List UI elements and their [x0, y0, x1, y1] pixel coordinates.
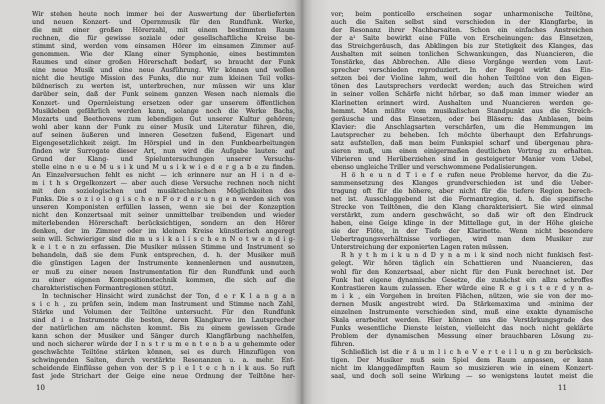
text-line: saal, und doch soll seine Wirkung — so wenigstens lautet meist die: [331, 372, 593, 381]
text-line: sieren muß, um einen einigermaßen deutlichen Vortrag zu erhalten.: [331, 146, 593, 155]
text-line: stimmt sind, werden vom einsamen Hörer im einsamen Zimmer auf-: [32, 42, 295, 51]
text-line: sammensetzung des Klanges grundverschieden ist und die Ueber-: [331, 178, 593, 187]
text-line: sind d i e Instrumente die besten, deren Klangkurve im Lautsprecher: [32, 315, 295, 324]
page-left-text-column: [32, 10, 295, 380]
text-line: tönen des Lautsprechers verdeckt werden; auch das Streichen wird: [331, 82, 593, 91]
text-line: nicht im klanggedämpften Raum so musizieren wie in einem Konzert-: [331, 364, 593, 373]
text-line: Wir stehen heute noch immer bei der Auswertung der überlieferten: [32, 10, 295, 18]
text-line: hemmt. Man müßte vom musikalischen Standpunkt aus die Streich-: [331, 106, 593, 115]
text-line: wohl für den Konzertsaal, aber nicht für den Funk berechnet ist. Der: [331, 267, 593, 276]
text-line: s i c h , zu prüfen sein, indem man Instrument und Stimme nach Zahl,: [32, 299, 295, 308]
text-line: scheidende Einflüsse gehen von der S p i e l t e c h n i k aus. So ruft: [32, 364, 295, 373]
text-line: m i t h s Orgelkonzert — aber auch diese Versuche rechnen noch nicht: [32, 178, 295, 187]
page-right-text-column: [331, 10, 593, 380]
text-line: der a¹ Saite bewirkt eine Fülle von Erscheinungen: das Einsetzen,: [331, 34, 593, 43]
text-line: bildnerisch zu werten ist, unterbrechen, nur müssen wir uns klar: [32, 82, 295, 91]
text-line: Mozarts und Beethovens zum lebendigen Gut unserer Kultur gehören;: [32, 114, 295, 123]
text-line: dernen Musik angestrebt wird. Da Stärkemaxima und -minima der: [331, 299, 593, 308]
text-line: R h y t h m i k u n d D y n a m i k sind noch nicht funkisch fest-: [341, 251, 593, 260]
text-line: darüber sein, daß der Funk seinem ganzen Wesen nach niemals die: [32, 90, 295, 99]
text-line: auf seinen äußeren und inneren Gesetzen fußend, Eigenart und: [32, 130, 295, 139]
text-line: gelegt. Wir hören täglich ein Schattieren und Nuancieren, das: [331, 259, 593, 268]
text-line: m i k , ein Vorgehen in breiten Flächen, nützen, wie sie von der mo-: [331, 291, 593, 300]
text-line: das Streichgeräusch, das Abklingen bis zur Stetigkeit des Klanges, das: [331, 42, 593, 51]
text-line: Skala erarbeitet werden. Hier können uns die Verstärkungsgrade des: [331, 315, 593, 324]
text-line: sie der Flöte, in der Tiefe der Klarinette. Wenn nicht besondere: [331, 227, 593, 236]
text-line: Raumes und einer großen Hörerschaft bedarf, so braucht der Funk: [32, 58, 295, 67]
text-line: Unterstreichung der exponierten Lagen raten müssen.: [331, 243, 509, 252]
text-line: Klavier: die Anschlagsarten verschärfen, um die Hemmungen im: [331, 122, 593, 131]
text-line: vor; beim ponticello erscheinen sogar unharmonische Teiltöne,: [331, 10, 593, 18]
text-line: Eigengesetzlichkeit zeigt. Im Hörspiel und in den Funkbearbeitungen: [32, 138, 295, 147]
text-line: und noch sicherer würde der I n s t r u m e n t e n b a u gehemmte oder: [32, 339, 295, 348]
text-line: An Einzelversuchen fehlt es nicht — ich erinnere nur an H i n d e-: [32, 170, 295, 179]
text-line: eine neue Musik und eine neue Ausführung. Wir können und wollen: [32, 66, 295, 75]
text-line: Funk hat eigene dynamische Gesetze, die zunächst ein allzu schroffes: [331, 275, 593, 284]
text-line: der natürlichen am nächsten kommt. Bis zu einem gewissen Grade: [32, 323, 295, 332]
text-line: schwingenden Saiten, durch verstärkte Resonanzen u. a. mehr. Ent-: [32, 356, 295, 365]
text-line: Musikleben gefährlich werden kann, solange noch die Werke Bachs,: [32, 106, 295, 115]
text-line: Kontrastieren kaum zulassen. Eher würde eine R e g i s t e r d y n a-: [331, 283, 593, 292]
text-line: Vibrieren und Herüberziehen sind in gesteigerter Manier vom Uebel,: [331, 154, 593, 163]
text-line: Grund der Klang- und Spieluntersuchungen unserer Versuchs-: [32, 154, 295, 163]
text-line: tigen. Der Musiker muß sein Spiel dem Raum anpassen, er kann: [331, 356, 593, 365]
text-line: führen.: [331, 339, 355, 348]
text-line: Konzert- und Opernleistung ersetzen oder gar unserem öffentlichen: [32, 98, 295, 107]
text-line: zu einer eigenen Kompositionstechnik kommen, die sich auf die: [32, 275, 295, 284]
text-line: Funks wesentliche Dienste leisten, vielleicht das noch nicht geklärte: [331, 323, 593, 332]
text-line: fast jede Strichart der Geige eine neue Ordnung der Teiltöne her-: [32, 372, 295, 381]
text-line: Klarinetten erinnert wird. Aushalten und Nuancieren werden ge-: [331, 98, 593, 107]
text-line: Funks. Die s o z i o l o g i s c h e n F o r d e r u n g e n werden sich von: [32, 195, 295, 204]
text-line: satz aufstellen, daß man beim Funkspiel scharf und übergenau phra-: [331, 138, 593, 147]
text-line: sprecher verschieden reproduziert. In der Regel wirkt das Ein-: [331, 66, 593, 75]
text-line: tragung oft für die höhere, aber nicht für die tiefere Region berech-: [331, 187, 593, 196]
text-line: geräusche und das Einsetzen, oder bei Bläsern: das Anblasen, beim: [331, 114, 593, 123]
text-line: k e i t e n zu erfassen. Die Musiker müssen Stimme und Instrument so: [32, 243, 295, 252]
text-line: verstärkt, zum andern geschwächt, so daß wir oft den Eindruck: [331, 211, 593, 220]
text-line: die mit einer großen Hörerzahl, mit einem bestimmten Raum: [32, 26, 295, 35]
text-line: net ist. Ausschlaggebend ist die Formantregion, d. h. die spezifische: [331, 195, 593, 204]
text-line: Problem der dynamischen Messung einer brauchbaren Lösung zu-: [331, 331, 593, 340]
text-line: nicht den Konzertsaal mit seiner unmittelbar treibenden und wieder: [32, 211, 295, 220]
text-line: kann schon der Musiker und Sänger durch Klangfärbung nachhelfen,: [32, 331, 295, 340]
page-number-right: 11: [558, 384, 567, 392]
text-line: einzelnen Instrumente verschieden sind, muß eine exakte dynamische: [331, 307, 593, 316]
text-line: und neuen Konzert- und Opernmusik für den Rundfunk. Werke,: [32, 18, 295, 27]
text-line: in seiner vollen Schärfe nicht hörbar, so daß man immer wieder an: [331, 90, 593, 99]
text-line: er muß zu einer neuen Instrumentation für den Rundfunk und auch: [32, 267, 295, 276]
text-line: finden wir Surrogate dieser Art, nun wird die Aufgabe lauten: auf: [32, 146, 295, 155]
text-line: nicht die heutige Mission des Funks, die nur zum kleinen Teil volks-: [32, 74, 295, 83]
text-line: ebenso ungleiche Triller und verschwommene Pedalisierungen.: [331, 162, 538, 171]
text-line: wohl aber kann der Funk zu einer Musik und Literatur führen, die,: [32, 122, 295, 131]
text-line: genommen. Wie der Klang einer Symphonie, eines bestimmten: [32, 50, 295, 59]
text-line: H ö h e u n d T i e f e rufen neue Probleme hervor, da die Zu-: [341, 170, 593, 179]
text-line: Strecke von Teiltönen, die den Klang charakterisiert. Sie wird einmal: [331, 203, 593, 212]
text-line: Uebertragungsverhältnisse vorliegen, wird man dem Musiker zur: [331, 235, 593, 244]
text-line: stelle eine n e u e M u s i k und M u s i k w i e d e r g a b e zu finden.: [32, 162, 295, 171]
text-line: Aushalten mit seinen tonlichen Schwankungen, das Nuancieren, die: [331, 50, 593, 59]
text-line: rechnen, die für gewisse soziale oder gesellschaftliche Kreise be-: [32, 34, 295, 43]
text-line: behandeln, daß sie dem Funk entsprechen, d. h. der Musiker muß: [32, 251, 295, 260]
text-line: Lautsprecher zu beheben. Ich möchte überhaupt den Erfahrungs-: [331, 130, 593, 139]
text-line: unseren Komponisten erfüllen lassen, wenn sie bei der Konzeption: [32, 203, 295, 212]
text-line: geschwächte Teiltöne stärken können, sei es durch Hinzufügen von: [32, 347, 295, 356]
text-line: miterlebenden Hörerschaft berücksichtigen, sondern an den Hörer: [32, 219, 295, 228]
text-line: haben, eine Geige klinge in der Mittellage gut, in der Höhe gleiche: [331, 219, 593, 228]
text-line: Tonstärke, das Abbrechen. Alle diese Vorgänge werden vom Laut-: [331, 58, 593, 67]
text-line: Stärke und Volumen der Teiltöne untersucht. Für den Rundfunk: [32, 307, 295, 316]
text-line: Schließlich ist die r ä u m l i c h e V e r t e i l u n g zu berücksich-: [341, 347, 593, 356]
text-line: setzen bei der Violine lahm, weil die hohen Teiltöne von den Eigen-: [331, 74, 593, 83]
text-line: sein will. Schwieriger sind die m u s i k a l i s c h e n N o t w e n d i g-: [32, 235, 295, 244]
text-line: der Resonanz ihrer Nachbarsaiten. Schon ein einfaches Anstreichen: [331, 26, 593, 35]
text-line: die günstigen Lagen der Instrumente kennenlernen und ausnutzen,: [32, 259, 295, 268]
text-line: charakteristischen Formantregionen stützt.: [32, 283, 174, 292]
text-line: In technischer Hinsicht wird zunächst der Ton, d e r K l a n g a n: [42, 291, 295, 300]
text-line: mit den soziologischen und musiktechnischen Möglichkeiten des: [32, 187, 295, 196]
text-line: auch die Saiten selbst sind verschieden in der Klangfarbe, in: [331, 18, 593, 27]
page-number-left: 10: [36, 384, 45, 392]
text-line: denken, der im Zimmer oder im kleinen Kreise künstlerisch angeregt: [32, 227, 295, 236]
